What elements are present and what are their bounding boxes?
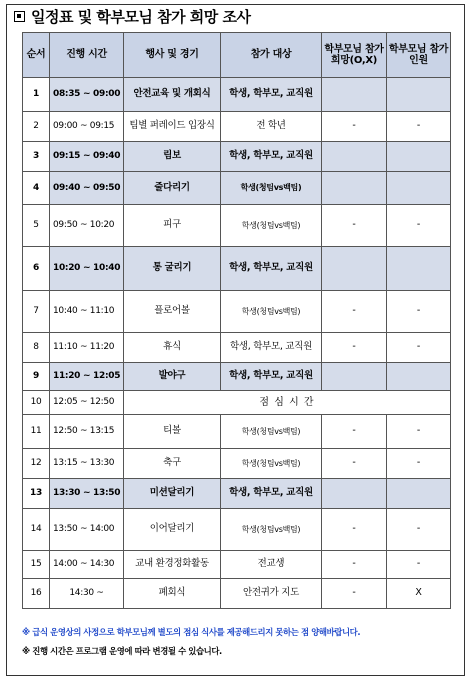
cell-no: 2 (23, 112, 50, 142)
cell-no: 4 (23, 172, 50, 205)
cell-time: 09:40 ~ 09:50 (50, 172, 124, 205)
cell-count: - (387, 333, 451, 363)
cell-event: 팀별 퍼레이드 입장식 (124, 112, 221, 142)
cell-event: 발야구 (124, 363, 221, 391)
cell-hope: - (322, 449, 387, 479)
cell-no: 5 (23, 205, 50, 247)
cell-hope: - (322, 415, 387, 449)
table-row (23, 579, 451, 609)
cell-hope: - (322, 509, 387, 551)
cell-count: - (387, 112, 451, 142)
cell-no: 12 (23, 449, 50, 479)
square-bullet-icon (14, 11, 25, 22)
cell-target: 전 학년 (221, 112, 322, 142)
cell-count: - (387, 509, 451, 551)
page-title (14, 6, 250, 27)
cell-count (387, 142, 451, 172)
table-row (23, 479, 451, 509)
cell-hope: - (322, 112, 387, 142)
header-time: 진행 시간 (50, 33, 124, 78)
cell-event: 이어달리기 (124, 509, 221, 551)
cell-target: 학생(청팀vs백팀) (221, 415, 322, 449)
table-row (23, 509, 451, 551)
cell-target: 학생(청팀vs백팀) (221, 291, 322, 333)
cell-hope (322, 479, 387, 509)
cell-hope: - (322, 291, 387, 333)
cell-target: 학생, 학부모, 교직원 (221, 142, 322, 172)
cell-count: - (387, 449, 451, 479)
cell-event: 피구 (124, 205, 221, 247)
header-hope: 학부모님 참가 희망(O,X) (322, 33, 387, 78)
cell-time: 11:20 ~ 12:05 (50, 363, 124, 391)
cell-time: 10:20 ~ 10:40 (50, 247, 124, 291)
table-row (23, 415, 451, 449)
table-row (23, 205, 451, 247)
cell-event: 플로어볼 (124, 291, 221, 333)
cell-hope (322, 247, 387, 291)
cell-target: 학생(청팀vs백팀) (221, 205, 322, 247)
cell-count: - (387, 205, 451, 247)
cell-target: 학생, 학부모, 교직원 (221, 247, 322, 291)
cell-hope: - (322, 205, 387, 247)
cell-hope (322, 363, 387, 391)
cell-no: 16 (23, 579, 50, 609)
cell-hope: - (322, 333, 387, 363)
table-row (23, 142, 451, 172)
cell-no: 14 (23, 509, 50, 551)
cell-time: 10:40 ~ 11:10 (50, 291, 124, 333)
cell-no: 11 (23, 415, 50, 449)
table-row (23, 247, 451, 291)
cell-time: 09:00 ~ 09:15 (50, 112, 124, 142)
header-no: 순서 (23, 33, 50, 78)
cell-time: 12:05 ~ 12:50 (50, 391, 124, 415)
cell-target: 학생(청팀vs백팀) (221, 449, 322, 479)
cell-target: 학생, 학부모, 교직원 (221, 479, 322, 509)
cell-event: 통 굴리기 (124, 247, 221, 291)
cell-target: 전교생 (221, 551, 322, 579)
cell-target: 학생, 학부모, 교직원 (221, 363, 322, 391)
cell-no: 10 (23, 391, 50, 415)
cell-hope (322, 142, 387, 172)
header-count: 학부모님 참가 인원 (387, 33, 451, 78)
cell-target: 학생(청팀vs백팀) (221, 509, 322, 551)
table-header-row (23, 33, 451, 78)
cell-count (387, 363, 451, 391)
cell-count (387, 78, 451, 112)
cell-no: 1 (23, 78, 50, 112)
cell-no: 13 (23, 479, 50, 509)
cell-hope: - (322, 551, 387, 579)
cell-hope: - (322, 579, 387, 609)
notes (22, 626, 360, 657)
note-time: ※ 진행 시간은 프로그램 운영에 따라 변경될 수 있습니다. (22, 646, 222, 656)
table-row (23, 333, 451, 363)
header-target: 참가 대상 (221, 33, 322, 78)
table-row (23, 391, 451, 415)
cell-time: 13:50 ~ 14:00 (50, 509, 124, 551)
cell-time: 12:50 ~ 13:15 (50, 415, 124, 449)
cell-target: 안전귀가 지도 (221, 579, 322, 609)
cell-no: 8 (23, 333, 50, 363)
cell-no: 9 (23, 363, 50, 391)
cell-lunch: 점 심 시 간 (124, 391, 451, 415)
table-row (23, 172, 451, 205)
cell-target: 학생(청팀vs백팀) (221, 172, 322, 205)
cell-time: 13:30 ~ 13:50 (50, 479, 124, 509)
cell-event: 미션달리기 (124, 479, 221, 509)
cell-time: 14:00 ~ 14:30 (50, 551, 124, 579)
table-row (23, 112, 451, 142)
cell-event: 티볼 (124, 415, 221, 449)
cell-time: 13:15 ~ 13:30 (50, 449, 124, 479)
table-row (23, 78, 451, 112)
cell-time: 14:30 ~ (50, 579, 124, 609)
cell-time: 11:10 ~ 11:20 (50, 333, 124, 363)
cell-event: 교내 환경정화활동 (124, 551, 221, 579)
cell-time: 09:50 ~ 10:20 (50, 205, 124, 247)
cell-count (387, 479, 451, 509)
table-row (23, 449, 451, 479)
cell-event: 폐회식 (124, 579, 221, 609)
cell-hope (322, 78, 387, 112)
cell-count: - (387, 415, 451, 449)
cell-time: 08:35 ~ 09:00 (50, 78, 124, 112)
cell-count: - (387, 291, 451, 333)
cell-event: 림보 (124, 142, 221, 172)
cell-event: 휴식 (124, 333, 221, 363)
cell-count (387, 172, 451, 205)
table-row (23, 551, 451, 579)
cell-count: - (387, 551, 451, 579)
table-row (23, 291, 451, 333)
table-row (23, 363, 451, 391)
cell-target: 학생, 학부모, 교직원 (221, 333, 322, 363)
schedule-table (22, 32, 451, 609)
cell-no: 3 (23, 142, 50, 172)
title-text: 일정표 및 학부모님 참가 희망 조사 (31, 8, 251, 26)
cell-event: 줄다리기 (124, 172, 221, 205)
cell-event: 안전교육 및 개회식 (124, 78, 221, 112)
cell-count: X (387, 579, 451, 609)
cell-time: 09:15 ~ 09:40 (50, 142, 124, 172)
cell-no: 6 (23, 247, 50, 291)
cell-no: 15 (23, 551, 50, 579)
cell-hope (322, 172, 387, 205)
cell-count (387, 247, 451, 291)
header-event: 행사 및 경기 (124, 33, 221, 78)
cell-event: 축구 (124, 449, 221, 479)
note-lunch: ※ 급식 운영상의 사정으로 학부모님께 별도의 점심 식사를 제공해드리지 못하는 점 양해바랍니다. (22, 627, 361, 637)
cell-no: 7 (23, 291, 50, 333)
cell-target: 학생, 학부모, 교직원 (221, 78, 322, 112)
